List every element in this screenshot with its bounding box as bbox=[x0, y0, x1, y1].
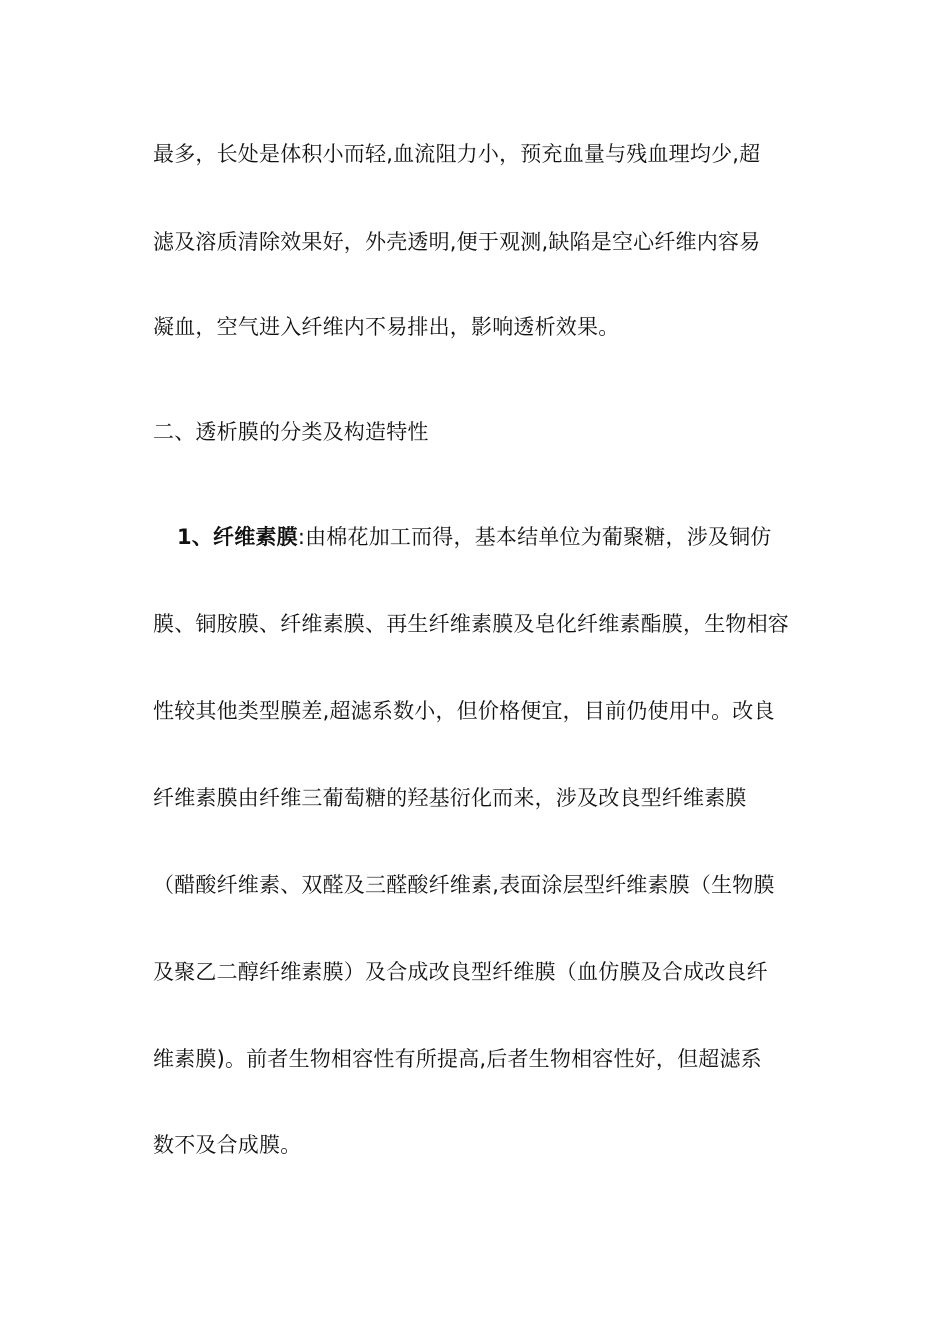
paragraph-line: 滤及溶质清除效果好，外壳透明,便于观测,缺陷是空心纤维内容易 bbox=[153, 230, 761, 254]
item-number: 1、 bbox=[177, 525, 214, 549]
item-term: 纤维素膜 bbox=[213, 525, 298, 549]
item-line: 纤维素膜由纤维三葡萄糖的羟基衍化而来，涉及改良型纤维素膜 bbox=[153, 786, 747, 810]
item-line: 数不及合成膜。 bbox=[153, 1133, 302, 1157]
item-first-line-text: :由棉花加工而得，基本结单位为葡聚糖，涉及铜仿 bbox=[297, 525, 772, 549]
paragraph-line: 最多，长处是体积小而轻,血流阻力小，预充血量与残血理均少,超 bbox=[153, 142, 761, 166]
paragraph-line: 凝血，空气进入纤维内不易排出，影响透析效果。 bbox=[153, 315, 620, 339]
item-line: 及聚乙二醇纤维素膜）及合成改良型纤维膜（血仿膜及合成改良纤 bbox=[153, 960, 768, 984]
item-line: 维素膜)。前者生物相容性有所提高,后者生物相容性好，但超滤系 bbox=[153, 1047, 762, 1071]
item-line: 性较其他类型膜差,超滤系数小，但价格便宜，目前仍使用中。改良 bbox=[153, 699, 775, 723]
item-first-line bbox=[177, 523, 837, 551]
item-line: （醋酸纤维素、双醛及三醛酸纤维素,表面涂层型纤维素膜（生物膜 bbox=[153, 873, 775, 897]
item-line: 膜、铜胺膜、纤维素膜、再生纤维素膜及皂化纤维素酯膜，生物相容 bbox=[153, 612, 789, 636]
section-heading: 二、透析膜的分类及构造特性 bbox=[153, 420, 429, 444]
